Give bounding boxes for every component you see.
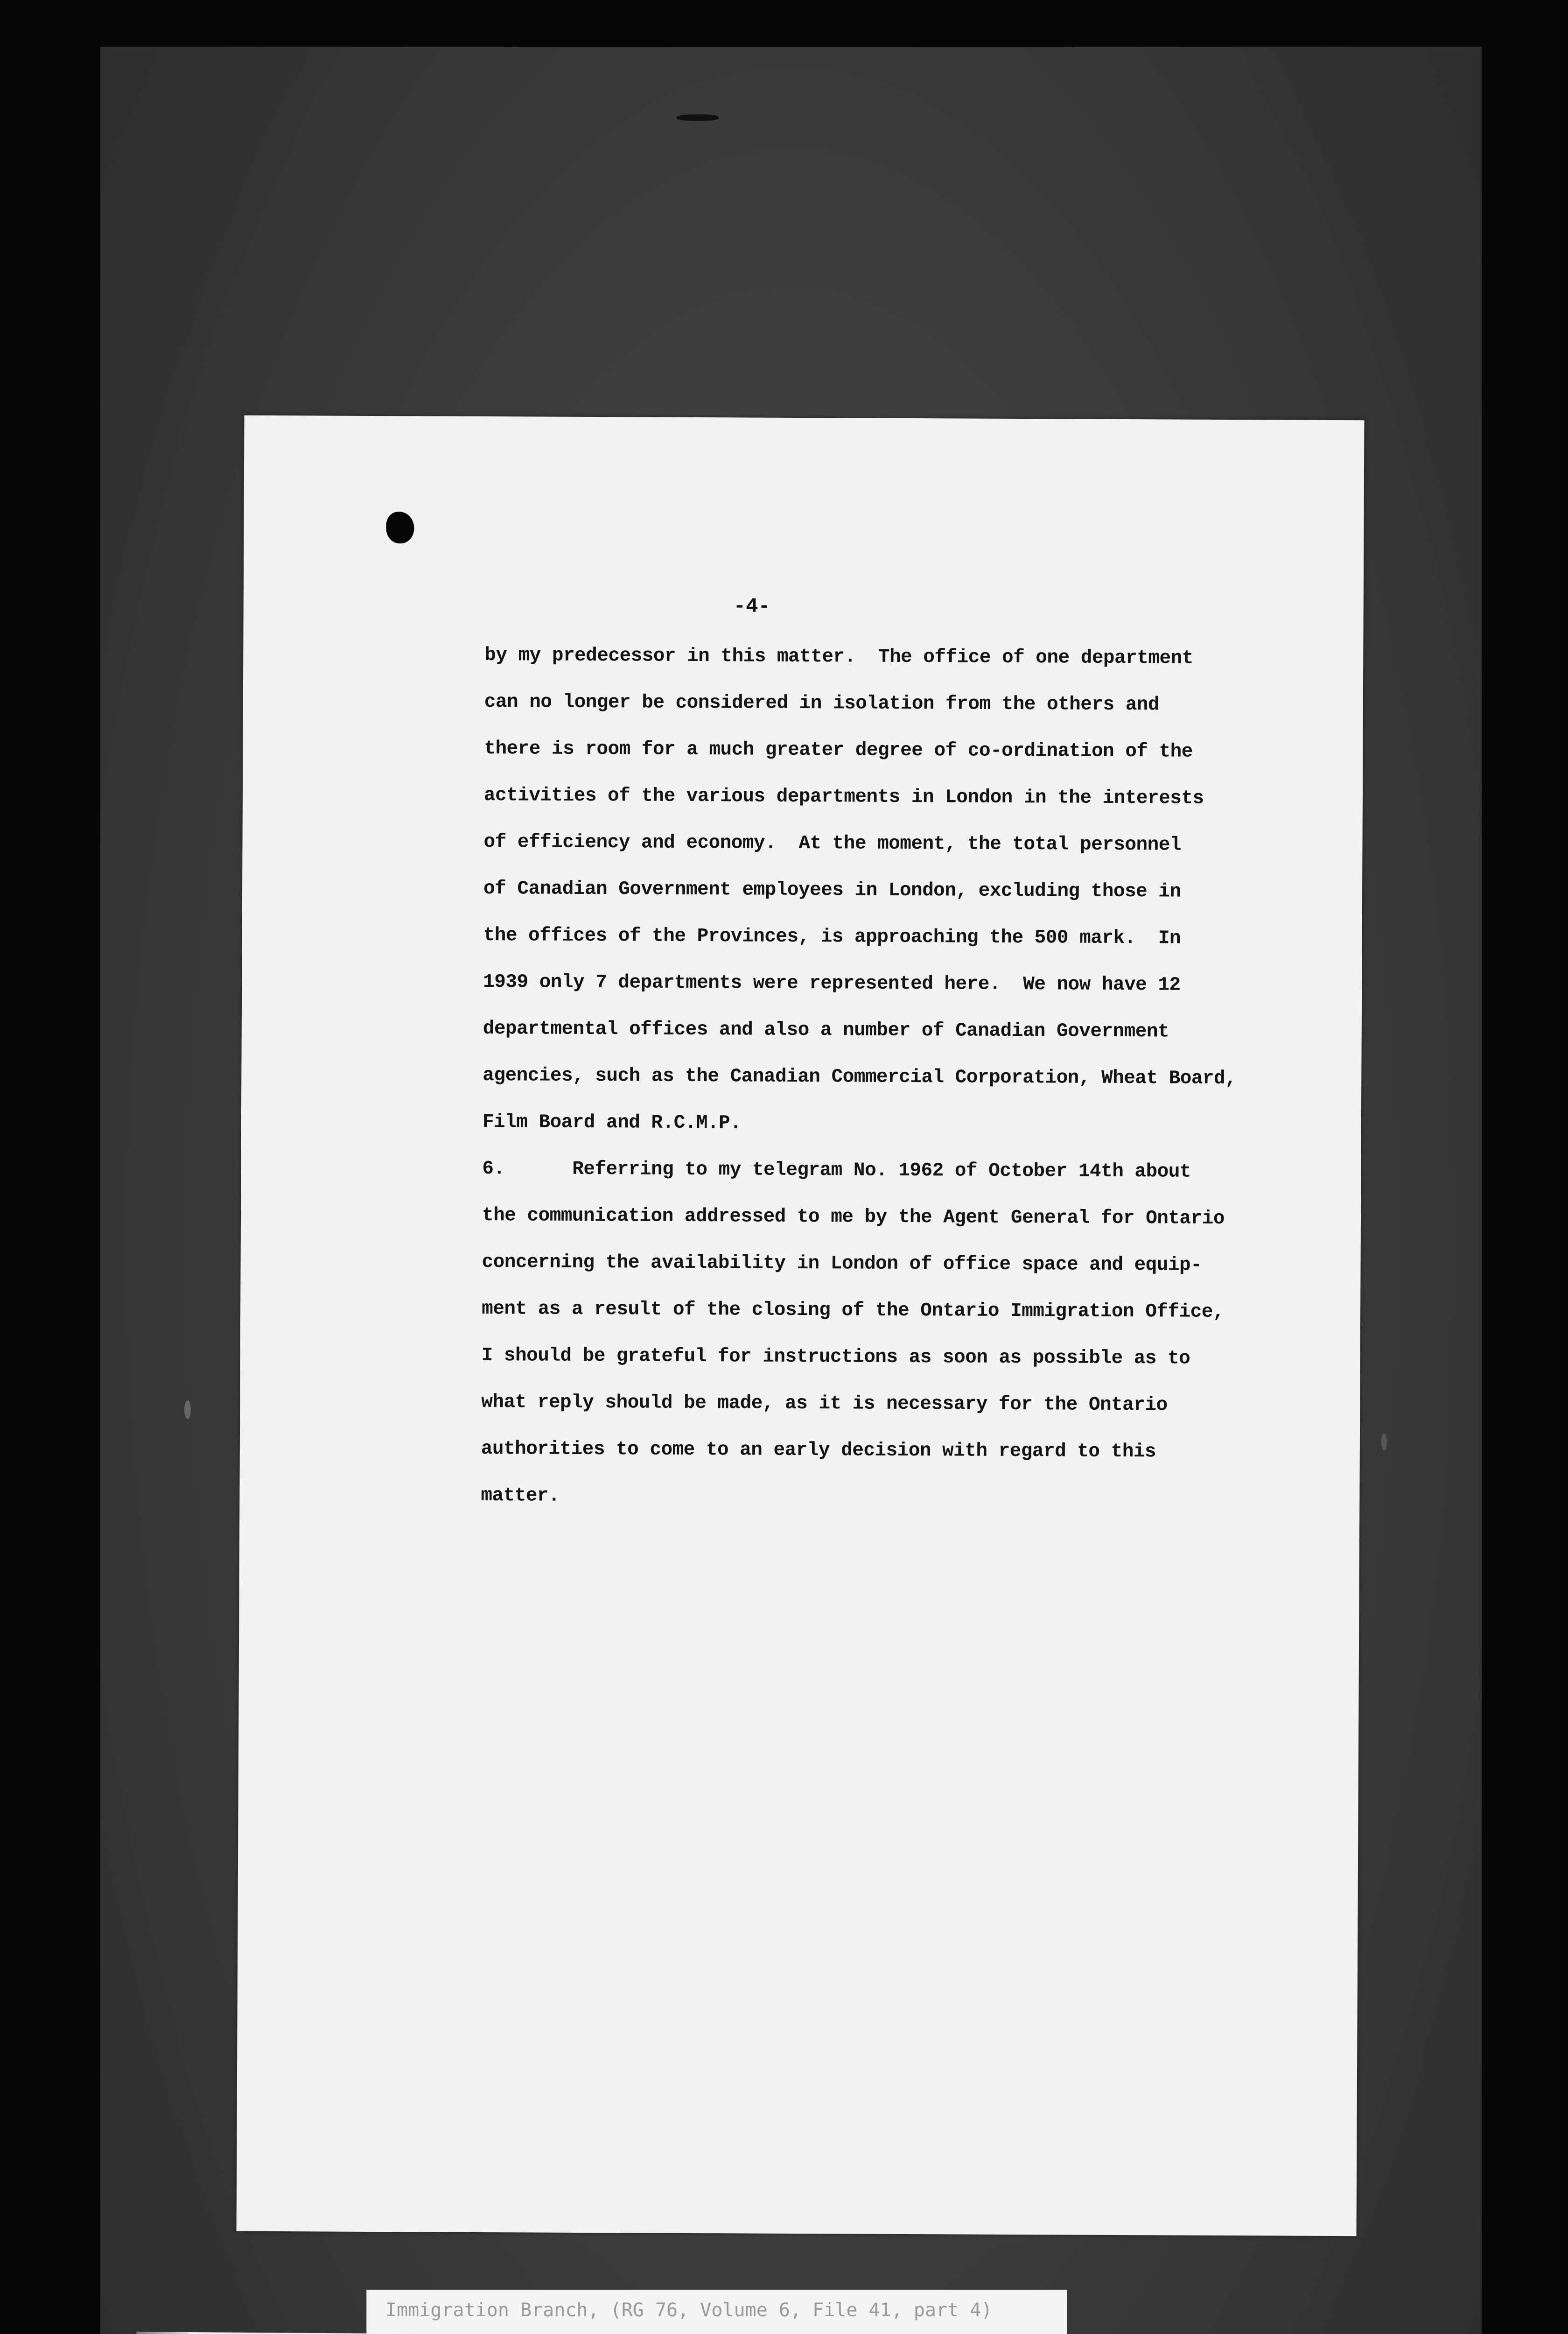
text-line: the offices of the Provinces, is approaching the 500 mark. In — [483, 925, 1181, 949]
text-line: concerning the availability in London of office space and equip- — [482, 1251, 1202, 1276]
text-line: agencies, such as the Canadian Commercial Corporation, Wheat Board, — [483, 1065, 1237, 1090]
text-line: of efficiency and economy. At the moment, the total personnel — [483, 831, 1182, 856]
text-line: matter. — [481, 1485, 560, 1507]
text-line: by my predecessor in this matter. The office of one department — [484, 645, 1193, 669]
text-line: Film Board and R.C.M.P. — [482, 1111, 742, 1134]
text-line: can no longer be considered in isolation from the others and — [484, 691, 1160, 716]
text-line: activities of the various departments in London in the interests — [483, 785, 1204, 809]
text-line: I should be grateful for instructions as soon as possible as to — [481, 1345, 1190, 1370]
document-body — [481, 632, 1324, 1523]
film-speck — [677, 114, 719, 121]
text-line: what reply should be made, as it is necessary for the Ontario — [481, 1392, 1168, 1416]
text-line: of Canadian Government employees in London, excluding those in — [483, 878, 1181, 903]
card-edge-left — [134, 2332, 188, 2334]
film-speck — [1381, 1433, 1387, 1451]
text-line: 6. Referring to my telegram No. 1962 of October 14th about — [482, 1158, 1191, 1183]
film-speck — [184, 1400, 191, 1419]
punch-hole — [386, 512, 414, 543]
text-line: departmental offices and also a number of Canadian Government — [483, 1018, 1169, 1043]
text-line: there is room for a much greater degree of co-ordination of the — [484, 738, 1193, 763]
text-line: 1939 only 7 departments were represented here. We now have 12 — [483, 971, 1181, 996]
text-line: ment as a result of the closing of the Ontario Immigration Office, — [482, 1298, 1225, 1323]
text-line: authorities to come to an early decision with regard to this — [481, 1438, 1156, 1463]
archive-reference-text: Immigration Branch, (RG 76, Volume 6, File 41, part 4) — [385, 2299, 993, 2321]
text-line: the communication addressed to me by the Agent General for Ontario — [482, 1205, 1225, 1230]
archive-reference-label — [366, 2290, 1067, 2334]
document-page — [237, 415, 1365, 2236]
page-number: -4- — [733, 595, 771, 619]
